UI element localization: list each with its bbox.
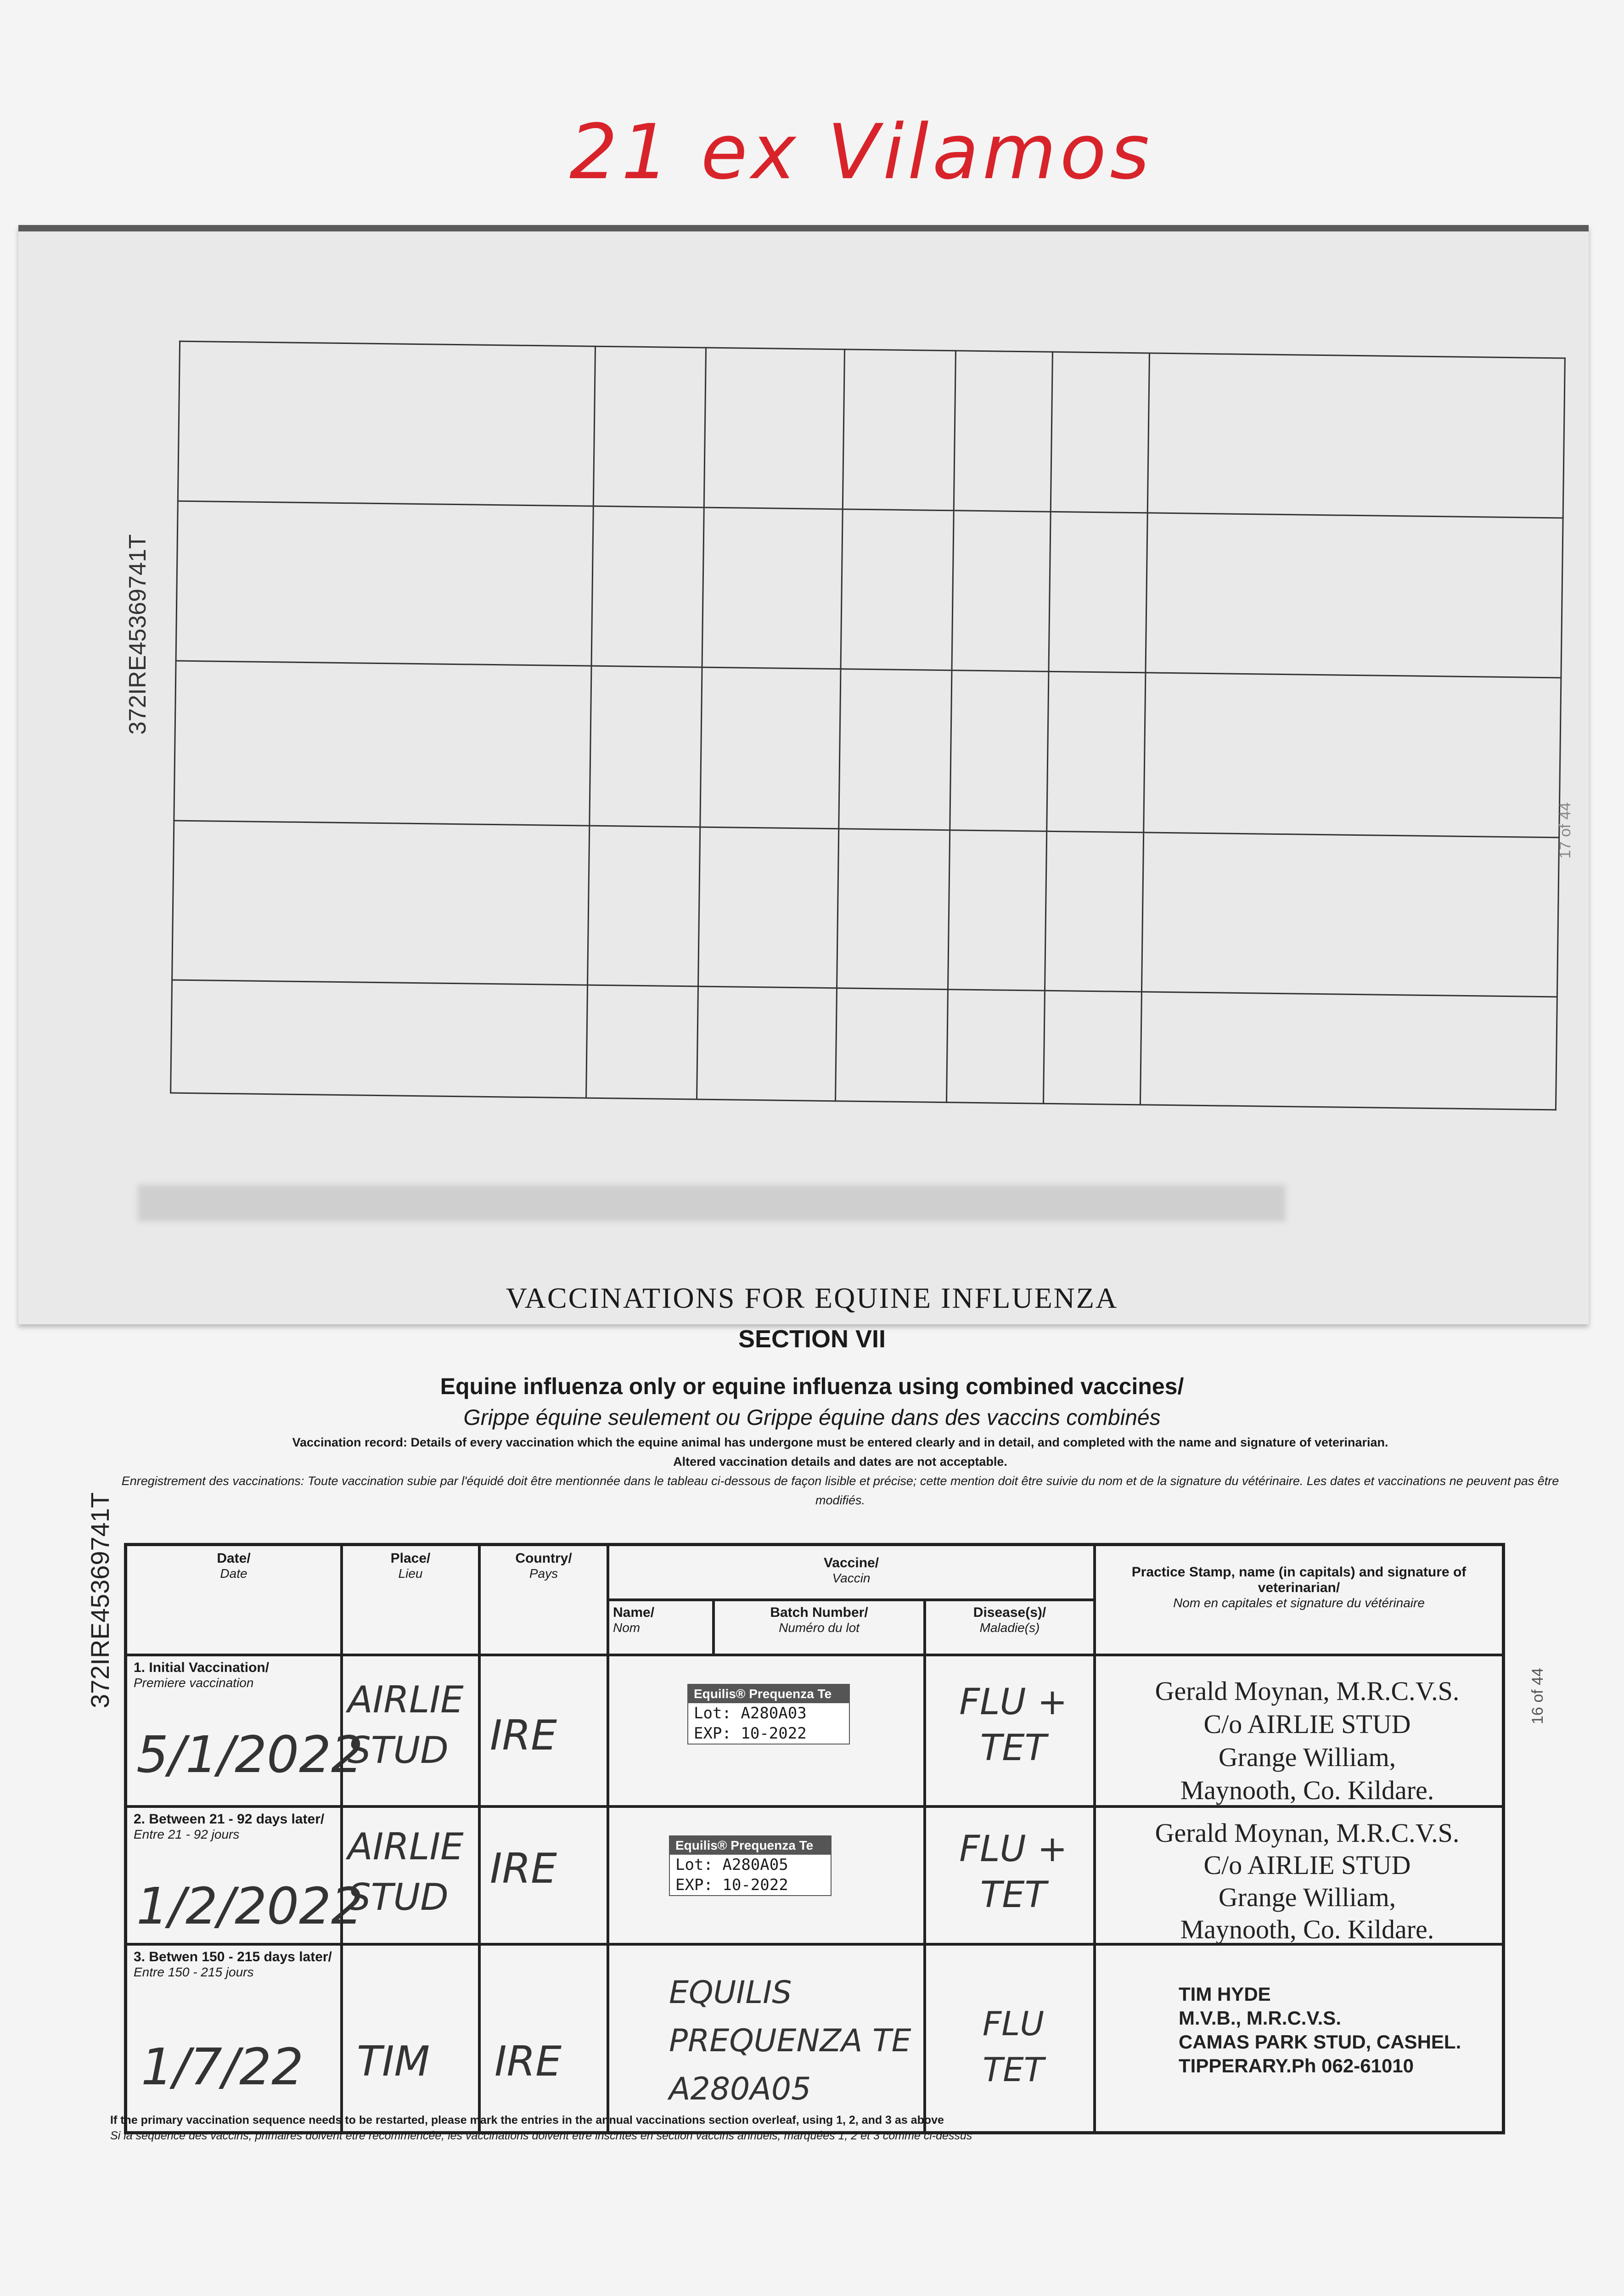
- row1-place: AIRLIE STUD: [348, 1678, 464, 1772]
- row3-stamp-cell: [1095, 1944, 1503, 2133]
- header-name: Name/ Nom: [608, 1600, 714, 1655]
- row1-disease: FLU + TET: [959, 1682, 1068, 1769]
- row3-date-cell: [126, 1944, 342, 2133]
- row3-disease: FLU TET: [982, 2004, 1045, 2089]
- row3-country-cell: [479, 1944, 608, 2133]
- row1-date: 5/1/2022: [136, 1725, 364, 1784]
- row2-label: 2. Between 21 - 92 days later/ Entre 21 - 92 jours: [134, 1812, 325, 1841]
- row3-country: IRE: [495, 2037, 562, 2086]
- header-disease: Disease(s)/ Maladie(s): [925, 1600, 1095, 1655]
- subtitle-en: Equine influenza only or equine influenza using combined vaccines/: [440, 1373, 1184, 1399]
- handwritten-note: 21 ex Vilamos: [569, 108, 1153, 196]
- row1-disease-cell: [925, 1655, 1095, 1806]
- vaccination-table: [124, 1543, 1505, 2134]
- footnote-fr: Si la sequence des vaccins, primaires doivent être recommencée, les vaccinations doivent être inscrites en section vaccins annuels, marquées 1, 2 et 3 comme ci-dessus: [110, 2129, 972, 2142]
- row3-vet-stamp: TIM HYDE M.V.B., M.R.C.V.S. CAMAS PARK STUD, CASHEL. TIPPERARY.Ph 062-61010: [1179, 1983, 1461, 2077]
- row1-vaccine-sticker: Equilis® Prequenza Te Lot: A280A03 EXP: 10-2022: [687, 1684, 850, 1745]
- header-place: Place/ Lieu: [342, 1545, 479, 1655]
- row1-place-cell: [342, 1655, 479, 1806]
- page-heading: VACCINATIONS FOR EQUINE INFLUENZA: [506, 1282, 1118, 1314]
- subtitle-fr: Grippe équine seulement ou Grippe équine dans des vaccins combinés: [463, 1406, 1161, 1430]
- intro-fr: Enregistrement des vaccinations: Toute vaccination subie par l'équidé doit être mentionnée dans le tableau ci-dessous de façon lisible et précise; cette mention doit être suivie du nom et de la signature du vétérinaire. Les dates et vaccinations ne peuvent pas être modifiés.: [121, 1474, 1559, 1507]
- row1-stamp-cell: [1095, 1655, 1503, 1806]
- row1-vaccine-cell: [608, 1655, 925, 1806]
- row1-country: IRE: [490, 1711, 557, 1760]
- footnote: [110, 2112, 1534, 2144]
- header-vaccine: Vaccine/ Vaccin: [608, 1545, 1095, 1600]
- upper-page-number: 17 of 44: [1557, 802, 1574, 859]
- row2-place: AIRLIE STUD: [348, 1825, 464, 1919]
- upper-passport-id: 372IRE45369741T: [124, 534, 151, 735]
- row2-vaccine-cell: [608, 1806, 925, 1944]
- intro-text: [115, 1433, 1566, 1510]
- row1-date-cell: [126, 1655, 364, 1806]
- section-title: SECTION VII: [738, 1325, 886, 1353]
- row3-date: 1/7/22: [141, 2037, 304, 2096]
- row2-country: IRE: [490, 1845, 557, 1893]
- row2-date: 1/2/2022: [136, 1877, 364, 1936]
- lower-page-number: 16 of 44: [1529, 1668, 1546, 1724]
- intro-en-2: Altered vaccination details and dates are not acceptable.: [673, 1455, 1007, 1469]
- row2-disease: FLU + TET: [959, 1829, 1068, 1916]
- blurred-header-band: [138, 1185, 1286, 1221]
- row3-place-cell: [342, 1944, 479, 2133]
- row1-vet-stamp: Gerald Moynan, M.R.C.V.S. C/o AIRLIE STUD Grange William, Maynooth, Co. Kildare.: [1155, 1676, 1460, 1805]
- row2-country-cell: [479, 1806, 608, 1944]
- intro-en: Vaccination record: Details of every vaccination which the equine animal has undergone must be entered clearly and in detail, and completed with the name and signature of veterinarian.: [292, 1435, 1388, 1449]
- footnote-en: If the primary vaccination sequence needs to be restarted, please mark the entries in the annual vaccinations section overleaf, using 1, 2, and 3 as above: [110, 2114, 944, 2127]
- row3-vaccine-handwritten: EQUILIS PREQUENZA TE A280A05: [669, 1975, 911, 2107]
- row1-country-cell: [479, 1655, 608, 1806]
- row2-disease-cell: [925, 1806, 1095, 1944]
- upper-vaccination-grid: [170, 341, 1566, 1111]
- row2-stamp-cell: [1095, 1806, 1503, 1944]
- header-practice-stamp: Practice Stamp, name (in capitals) and signature of veterinarian/ Nom en capitales et signature du vétérinaire: [1095, 1545, 1503, 1655]
- row3-disease-cell: [925, 1944, 1095, 2133]
- row3-label: 3. Betwen 150 - 215 days later/ Entre 150 - 215 jours: [134, 1949, 332, 1979]
- row3-place: TIM: [357, 2037, 430, 2086]
- lower-passport-id: 372IRE45369741T: [85, 1492, 114, 1708]
- header-batch: Batch Number/ Numéro du lot: [714, 1600, 925, 1655]
- row3-vaccine-cell: [608, 1944, 925, 2133]
- row2-vaccine-sticker: Equilis® Prequenza Te Lot: A280A05 EXP: 10-2022: [669, 1835, 832, 1896]
- row2-date-cell: [126, 1806, 364, 1944]
- row2-vet-stamp: Gerald Moynan, M.R.C.V.S. C/o AIRLIE STUD Grange William, Maynooth, Co. Kildare.: [1155, 1818, 1460, 1944]
- row2-place-cell: [342, 1806, 479, 1944]
- header-date: Date/ Date: [126, 1545, 342, 1655]
- row1-label: 1. Initial Vaccination/ Premiere vaccination: [134, 1660, 270, 1690]
- header-country: Country/ Pays: [479, 1545, 608, 1655]
